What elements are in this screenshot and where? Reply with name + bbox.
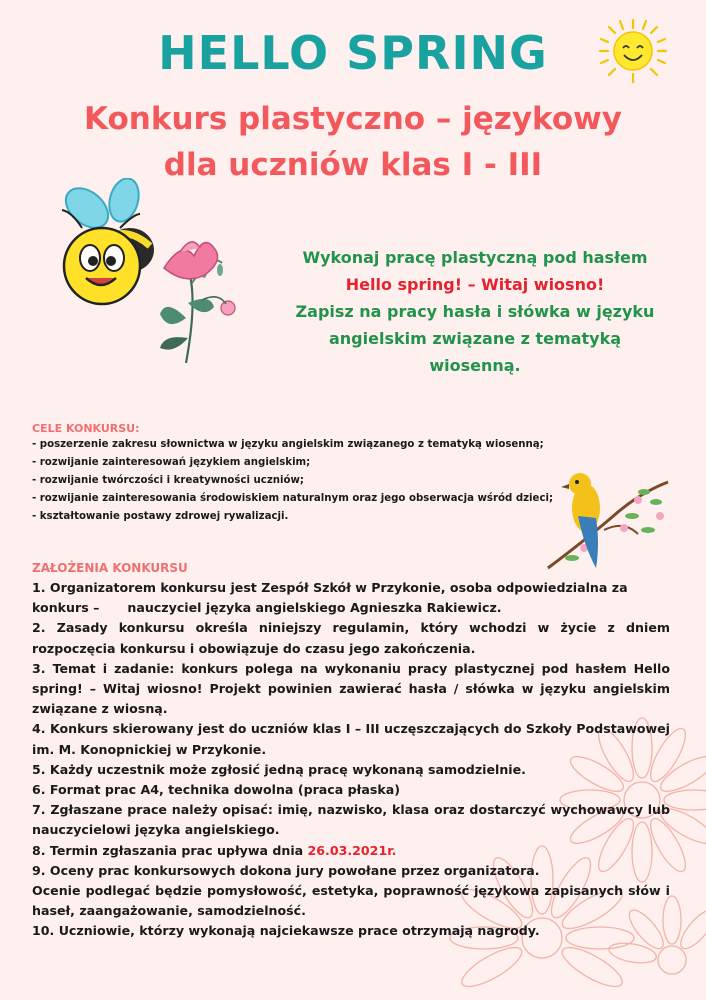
deadline-date: 26.03.2021r. (307, 842, 397, 858)
rule-1-person: nauczyciel języka angielskiego Agnieszka Rakiewicz. (127, 600, 502, 616)
rule-2: 2. Zasady konkursu określa niniejszy regulamin, który wchodzi w życie z dniem rozpoczęcia konkursu i obowiązuje do czasu jego zakończenia. (32, 620, 670, 656)
goal-item: - rozwijanie zainteresowań językiem angielskim; (32, 457, 311, 468)
bee-icon (52, 178, 242, 368)
task-slogan: Hello spring! – Witaj wiosno! (345, 275, 605, 294)
rules-list (32, 578, 670, 942)
goal-item: - poszerzenie zakresu słownictwa w języku angielskim związanego z tematyką wiosenną; (32, 439, 544, 450)
subtitle-line-1: Konkurs plastyczno – językowy (84, 101, 622, 137)
bird-icon (544, 470, 674, 580)
rule-1-line-1: 1. Organizatorem konkursu jest Zespół Szkół w Przykonie, osoba odpowiedzialna za (32, 580, 628, 595)
rules-heading: ZAŁOŻENIA KONKURSU (32, 561, 188, 575)
task-line-1: Wykonaj pracę plastyczną pod hasłem (302, 248, 648, 267)
rule-1 (32, 578, 670, 618)
goals-heading: CELE KONKURSU: (32, 422, 140, 435)
goal-item: - rozwijanie twórczości i kreatywności uczniów; (32, 475, 304, 486)
rule-9: 9. Oceny prac konkursowych dokona jury powołane przez organizatora. (32, 862, 540, 878)
rule-6: 6. Format prac A4, technika dowolna (praca płaska) (32, 782, 400, 798)
task-line-5: wiosenną. (429, 356, 521, 375)
rule-7: 7. Zgłaszane prace należy opisać: imię, nazwisko, klasa oraz dostarczyć wychowawcy lub nauczycielowi języka angielskiego. (32, 802, 670, 838)
rule-8 (32, 841, 670, 861)
rule-3: 3. Temat i zadanie: konkurs polega na wykonaniu pracy plastycznej pod hasłem Hello spring! – Witaj wiosno! Projekt powinien zawierać hasła / słówka w języku angielskim związane z wiosną. (32, 660, 670, 717)
rule-8-text: 8. Termin zgłaszania prac upływa dnia (32, 842, 308, 858)
goals-list (32, 436, 632, 526)
subtitle-line-2: dla uczniów klas I - III (163, 147, 543, 183)
rule-4: 4. Konkurs skierowany jest do uczniów klas I – III uczęszczających do Szkoły Podstawowej im. M. Konopnickiej w Przykonie. (32, 721, 670, 757)
sun-icon (596, 18, 670, 84)
rule-5: 5. Każdy uczestnik może zgłosić jedną pracę wykonaną samodzielnie. (32, 761, 526, 777)
task-line-4: angielskim związane z tematyką (328, 329, 621, 348)
task-description (270, 244, 680, 379)
rule-10: 10. Uczniowie, którzy wykonają najciekawsze prace otrzymają nagrody. (32, 923, 540, 939)
task-line-3: Zapisz na pracy hasła i słówka w języku (295, 302, 655, 321)
goal-item: - kształtowanie postawy zdrowej rywalizacji. (32, 511, 289, 522)
rule-9-criteria: Ocenie podlegać będzie pomysłowość, estetyka, poprawność językowa zapisanych słów i haseł, zaangażowanie, samodzielność. (32, 883, 670, 919)
page-title: HELLO SPRING (158, 26, 548, 80)
goal-item: - rozwijanie zainteresowania środowiskiem naturalnym oraz jego obserwacja wśród dzieci; (32, 493, 554, 504)
rule-1-prefix: konkurs – (32, 600, 100, 616)
rule-1-line-2 (32, 598, 670, 618)
